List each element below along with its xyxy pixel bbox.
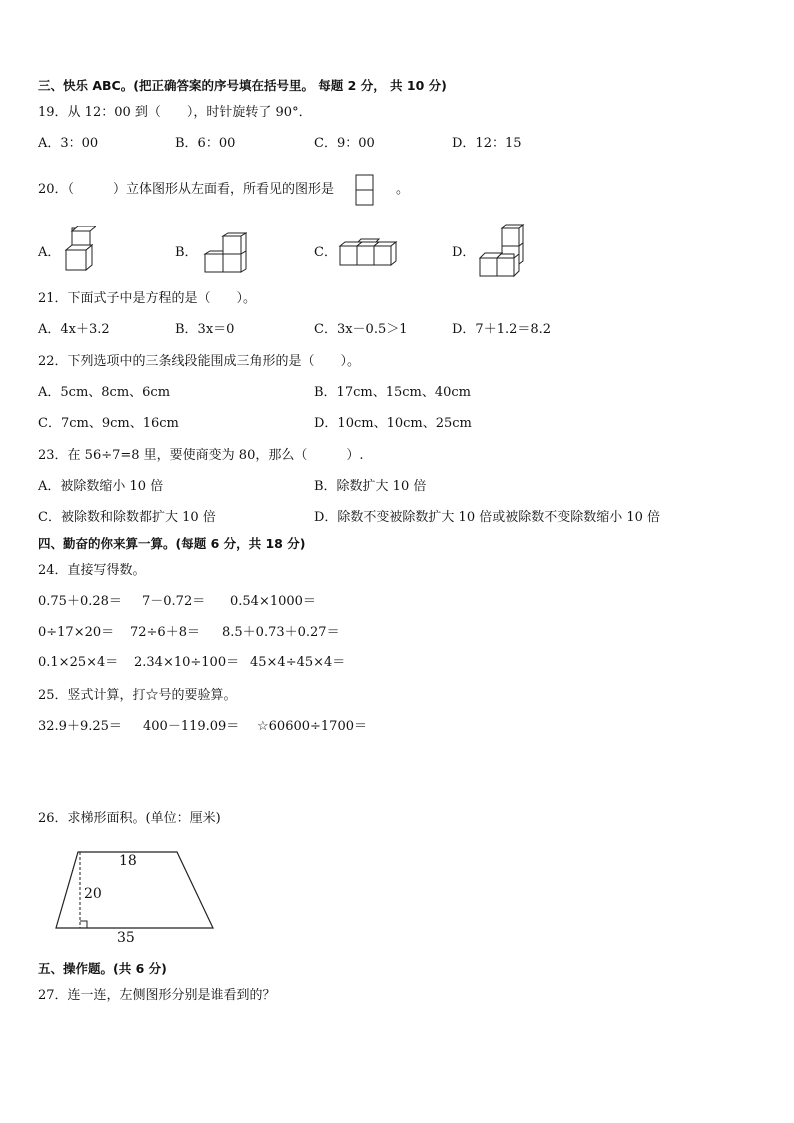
left-view-figure (355, 174, 375, 208)
q20-option-b: B． (175, 245, 198, 260)
trapezoid-top-label: 18 (119, 853, 137, 869)
q20-stem: 20．（ ）立体图形从左面看，所看见的图形是 (38, 182, 335, 197)
q24-item: 45×4÷45×4＝ (250, 655, 346, 670)
q19-option-b: B．6：00 (175, 136, 236, 151)
q21-option-c: C．3x－0.5＞1 (314, 322, 408, 337)
q21-stem: 21．下面式子中是方程的是（ ）。 (38, 291, 257, 306)
q23-option-d: D．除数不变被除数扩大 10 倍或被除数不变除数缩小 10 倍 (314, 510, 661, 525)
trapezoid-height-label: 20 (84, 886, 102, 902)
trapezoid-bottom-label: 35 (117, 930, 135, 946)
q24-item: 0÷17×20＝ (38, 625, 115, 640)
q24-item: 7－0.72＝ (142, 594, 206, 609)
q26-stem: 26．求梯形面积。(单位：厘米) (38, 811, 221, 826)
q24-item: 2.34×10÷100＝ (134, 655, 240, 670)
cube-figure-b (203, 232, 247, 274)
q20-option-d: D． (452, 245, 476, 260)
q27-stem: 27．连一连，左侧图形分别是谁看到的？ (38, 988, 276, 1003)
q23-stem: 23．在 56÷7=8 里，要使商变为 80，那么（ ）. (38, 448, 364, 463)
q19-option-d: D．12：15 (452, 136, 522, 151)
q23-option-c: C．被除数和除数都扩大 10 倍 (38, 510, 216, 525)
q21-option-a: A．4x＋3.2 (38, 322, 110, 337)
q22-stem: 22．下列选项中的三条线段能围成三角形的是（ ）。 (38, 354, 361, 369)
q22-option-d: D．10cm、10cm、25cm (314, 416, 472, 431)
q20-stem-end: 。 (396, 182, 410, 197)
q21-option-d: D．7＋1.2＝8.2 (452, 322, 552, 337)
cube-figure-d (476, 224, 528, 280)
q24-item: 72÷6＋8＝ (130, 625, 200, 640)
q25-item: 400－119.09＝ (143, 719, 240, 734)
section-3-title: 三、快乐 ABC。(把正确答案的序号填在括号里。 每题 2 分， 共 10 分) (38, 78, 447, 93)
section-5-title: 五、操作题。(共 6 分) (38, 961, 167, 976)
q24-item: 0.75＋0.28＝ (38, 594, 122, 609)
q19-option-c: C．9：00 (314, 136, 375, 151)
q22-option-a: A．5cm、8cm、6cm (38, 385, 171, 400)
q20-option-c: C． (314, 245, 337, 260)
section-4-title: 四、勤奋的你来算一算。(每题 6 分，共 18 分) (38, 536, 306, 551)
q25-item: ☆60600÷1700＝ (257, 719, 367, 734)
cube-figure-c (338, 236, 398, 270)
q19-stem: 19．从 12：00 到（ ），时针旋转了 90°． (38, 105, 312, 120)
cube-figure-a (64, 226, 96, 274)
q20-option-a: A． (38, 245, 61, 260)
q19-option-a: A．3：00 (38, 136, 99, 151)
q24-item: 8.5＋0.73＋0.27＝ (222, 625, 340, 640)
q24-item: 0.1×25×4＝ (38, 655, 119, 670)
q25-stem: 25．竖式计算，打☆号的要验算。 (38, 688, 237, 703)
q25-item: 32.9＋9.25＝ (38, 719, 122, 734)
q22-option-b: B．17cm、15cm、40cm (314, 385, 472, 400)
q23-option-b: B．除数扩大 10 倍 (314, 479, 427, 494)
q24-stem: 24．直接写得数。 (38, 563, 146, 578)
q21-option-b: B．3x＝0 (175, 322, 235, 337)
trapezoid-figure (52, 846, 242, 946)
q24-item: 0.54×1000＝ (230, 594, 316, 609)
q23-option-a: A．被除数缩小 10 倍 (38, 479, 164, 494)
q22-option-c: C．7cm、9cm、16cm (38, 416, 179, 431)
